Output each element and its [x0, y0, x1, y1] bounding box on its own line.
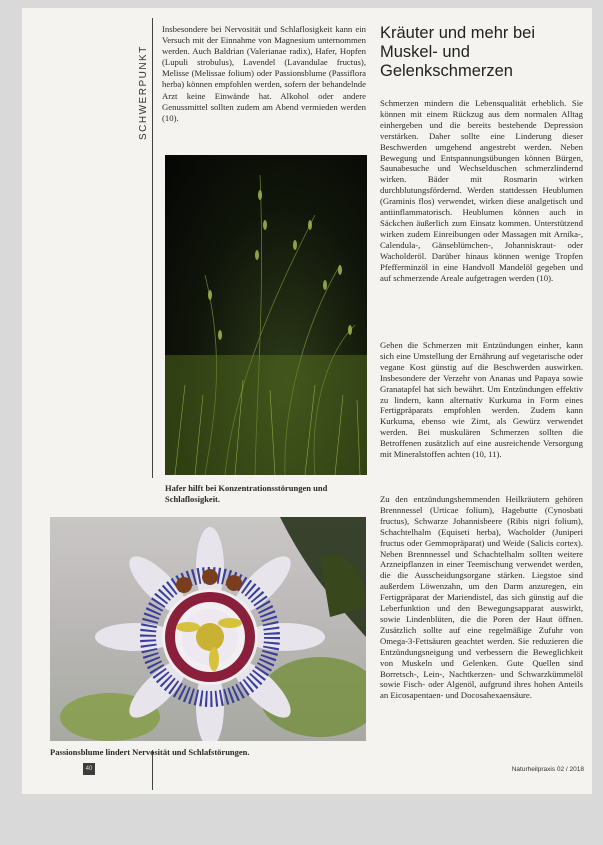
publication-footer: Naturheilpraxis 02 / 2018 — [511, 766, 584, 773]
column-divider-top — [152, 18, 153, 478]
article-headline: Kräuter und mehr bei Muskel- und Gelenkschmerzen — [380, 24, 536, 80]
passionflower-photo — [50, 517, 366, 741]
page-number: 40 — [83, 763, 95, 775]
intro-paragraph: Insbesondere bei Nervosität und Schlaflosigkeit kann ein Versuch mit der Einnahme von Magnesium unternommen werden. Auch Baldrian (Valerianae radix), Hafer, Hopfen (Lupuli strobulus), Lavendel (Lavandulae fructus), Melisse (Melissae folium) oder Passionsblume (Passiflora herba) können empfohlen werden, sofern der behandelnde Arzt keine Einwände hat. Alkohol oder andere Genussmittel sollten zudem am Abend vermieden werden (10). — [162, 24, 366, 123]
body-paragraph-3: Zu den entzündungshemmenden Heilkräutern gehören Brennnessel (Urticae folium), Hagebutte (Cynosbati fructus), Schwarze Johannisbeere (Ribis nigri folium), Schachtelhalm (Equiseti herba), Wacholder (Juniperi fructus oder Gemmopräparat) und Weide (Salicis cortex). Neben Brennnessel und Schachtelhalm sollten weitere Arzneipflanzen in einer Teemischung verwendet werden, die die Ausscheidungsorgane stärken. Liegstoe sind außerdem Löwenzahn, um den Darm anzuregen, ein Fertigpräparat der Mariendistel, das sich günstig auf die Leberfunktion und den Bewegungsapparat auswirkt, sowie Lindenblüten, die die Poren der Haut öffnen. Zusätzlich sollte auf eine regelmäßige Zufuhr von Omega-3-Fettsäuren geachtet werden. Sie reduzieren die Entzündungsneigung und verbessern die Beweglichkeit von Muskeln und Gelenken. Gute Quellen sind Borretsch-, Lein-, Nachtkerzen- und Schwarzkümmelöl sowie Fisch- oder Algenöl, aufgrund ihres hohen Anteils an Eicosapentaen- und Docosahexaensäure. — [380, 494, 583, 701]
oats-caption: Hafer hilft bei Konzentrationsstörungen und Schlaflosigkeit. — [165, 483, 328, 504]
flower-caption: Passionsblume lindert Nervosität und Schlafstörungen. — [50, 747, 250, 757]
body-paragraph-2: Gehen die Schmerzen mit Entzündungen einher, kann sich eine Umstellung der Ernährung auf vegetarische oder vegane Kost günstig auf die Beschwerden auswirken. Insbesondere der Verzehr von Ananas und Papaya sowie Granatapfel hat sich bewährt. Um Entzündungen effektiv zu lindern, kann alternativ Kurkuma in Form eines Fertigpräparats empfohlen werden. Zudem kann Kurkuma, ebenso wie Zimt, als Gewürz verwendet werden. Bei muskulären Schmerzen sollten die Betroffenen zusätzlich auf eine ausreichende Versorgung mit Mineralstoffen achten (10, 11). — [380, 340, 583, 460]
oats-photo — [165, 155, 367, 475]
body-paragraph-1: Schmerzen mindern die Lebensqualität erheblich. Sie können mit einem Rückzug aus dem normalen Alltag einhergeben und die bereits bestehende Depression verstärken. Daher sollte eine Linderung dieser Beschwerden umgehend angestrebt werden. Neben Bewegung und Entspannungsübungen können Bürgen, Saunabesuche und Wechselduschen schmerzlindernd wirken. Bäder mit Rosmarin wirken durchblutungsfördernd. Werden stattdessen Heublumen (Graminis flos) verwendet, wirken diese analgetisch und antiinflammatorisch. Heublumen können auch in Säckchen äußerlich zum Einsatz kommen. Unterstützend wirken zudem Einreibungen oder Massagen mit Arnika-, Calendula-, Gänseblümchen-, Johanniskraut- oder Wacholderöl. Darüber hinaus können wenige Tropfen Pfefferminzöl in eine Handvoll Mandelöl gegeben und auf schmerzende Areale aufgetragen werden (10). — [380, 98, 583, 283]
section-label: SCHWERPUNKT — [138, 45, 149, 140]
